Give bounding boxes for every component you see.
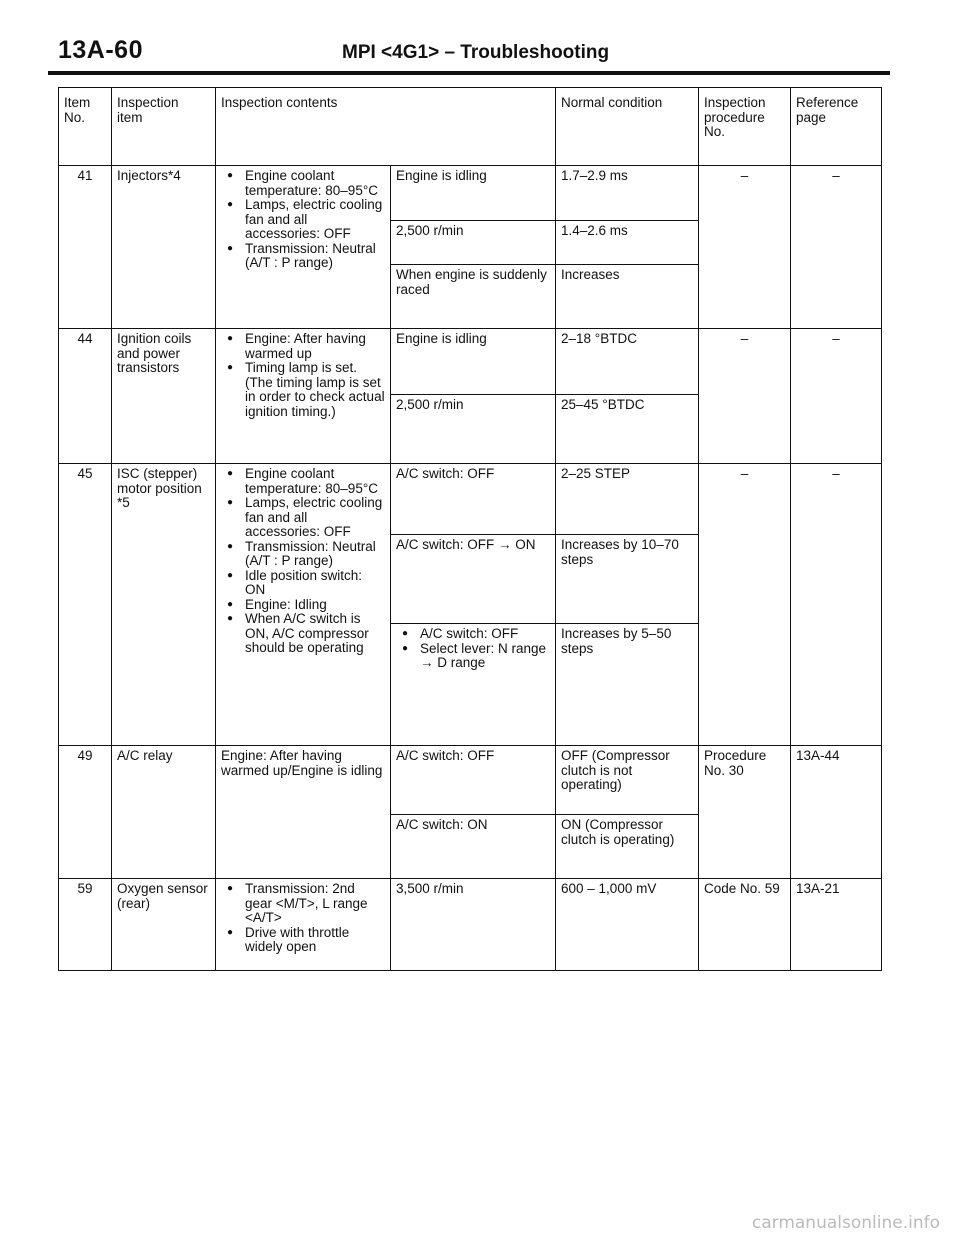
inspection-item: Ignition coils and power transistors (112, 329, 216, 464)
contents-bullet: ● Timing lamp is set. (The timing lamp is set in order to check actual ignition timing.) (221, 361, 385, 419)
contents-bullet: ● Lamps, electric cooling fan and all accessories: OFF (221, 496, 385, 540)
procedure: Procedure No. 30 (699, 746, 791, 879)
inspection-item: Oxygen sensor (rear) (112, 879, 216, 971)
table-row (59, 464, 882, 535)
contents-bullet: ● Engine: After having warmed up (221, 332, 385, 361)
contents-bullet: ● When A/C switch is ON, A/C compressor should be operating (221, 612, 385, 656)
normal-condition: 1.4–2.6 ms (556, 221, 699, 265)
normal-condition: Increases by 10–70 steps (556, 535, 699, 624)
condition: A/C switch: OFF (391, 746, 556, 815)
condition: 3,500 r/min (391, 879, 556, 971)
header-procedure: Inspection procedure No. (699, 88, 791, 166)
normal-condition: 1.7–2.9 ms (556, 166, 699, 221)
condition: Engine is idling (391, 329, 556, 395)
watermark: carmanualsonline.info (751, 1213, 940, 1233)
troubleshooting-table (58, 87, 882, 971)
item-no: 45 (59, 464, 112, 746)
condition: 2,500 r/min (391, 221, 556, 265)
header-normal-condition: Normal condition (556, 88, 699, 166)
inspection-item: A/C relay (112, 746, 216, 879)
condition-bullet: ● A/C switch: OFF (396, 627, 550, 642)
inspection-contents (216, 166, 391, 329)
item-no: 41 (59, 166, 112, 329)
normal-condition: Increases by 5–50 steps (556, 624, 699, 746)
reference: – (791, 329, 882, 464)
normal-condition: Increases (556, 265, 699, 329)
table-row (59, 166, 882, 221)
normal-condition: 25–45 °BTDC (556, 395, 699, 464)
reference: – (791, 464, 882, 746)
table-row (59, 879, 882, 971)
table-header-row (59, 88, 882, 166)
condition: A/C switch: ON (391, 815, 556, 879)
normal-condition: OFF (Compressor clutch is not operating) (556, 746, 699, 815)
contents-bullet: ● Transmission: Neutral (A/T : P range) (221, 242, 385, 271)
contents-bullet: ● Lamps, electric cooling fan and all accessories: OFF (221, 198, 385, 242)
contents-bullet: ● Engine: Idling (221, 598, 385, 613)
condition: A/C switch: OFF (391, 464, 556, 535)
item-no: 59 (59, 879, 112, 971)
contents-bullet: ● Drive with throttle widely open (221, 926, 385, 955)
inspection-item: Injectors*4 (112, 166, 216, 329)
condition: Engine is idling (391, 166, 556, 221)
normal-condition: ON (Compressor clutch is operating) (556, 815, 699, 879)
table-row (59, 329, 882, 395)
contents-bullet: ● Transmission: 2nd gear <M/T>, L range <A/T> (221, 882, 385, 926)
inspection-contents (216, 464, 391, 746)
reference: 13A-21 (791, 879, 882, 971)
inspection-contents (216, 329, 391, 464)
procedure: Code No. 59 (699, 879, 791, 971)
header-rule (48, 71, 890, 75)
page-number: 13A-60 (58, 36, 143, 64)
page-title: MPI <4G1> – Troubleshooting (342, 42, 610, 63)
contents-bullet: ● Engine coolant temperature: 80–95°C (221, 169, 385, 198)
procedure: – (699, 166, 791, 329)
normal-condition: 2–25 STEP (556, 464, 699, 535)
item-no: 44 (59, 329, 112, 464)
item-no: 49 (59, 746, 112, 879)
inspection-item: ISC (stepper) motor position *5 (112, 464, 216, 746)
table-row (59, 746, 882, 815)
reference: – (791, 166, 882, 329)
header-reference: Reference page (791, 88, 882, 166)
normal-condition: 2–18 °BTDC (556, 329, 699, 395)
procedure: – (699, 464, 791, 746)
reference: 13A-44 (791, 746, 882, 879)
condition-bullet: ● Select lever: N range → D range (396, 642, 550, 671)
procedure: – (699, 329, 791, 464)
condition: A/C switch: OFF → ON (391, 535, 556, 624)
condition (391, 624, 556, 746)
contents-bullet: ● Idle position switch: ON (221, 569, 385, 598)
inspection-contents (216, 879, 391, 971)
inspection-contents: Engine: After having warmed up/Engine is idling (216, 746, 391, 879)
header-item-no: Item No. (59, 88, 112, 166)
contents-bullet: ● Engine coolant temperature: 80–95°C (221, 467, 385, 496)
normal-condition: 600 – 1,000 mV (556, 879, 699, 971)
page-header (0, 0, 960, 80)
condition: When engine is suddenly raced (391, 265, 556, 329)
condition: 2,500 r/min (391, 395, 556, 464)
header-inspection-contents: Inspection contents (216, 88, 556, 166)
contents-bullet: ● Transmission: Neutral (A/T : P range) (221, 540, 385, 569)
header-inspection-item: Inspection item (112, 88, 216, 166)
